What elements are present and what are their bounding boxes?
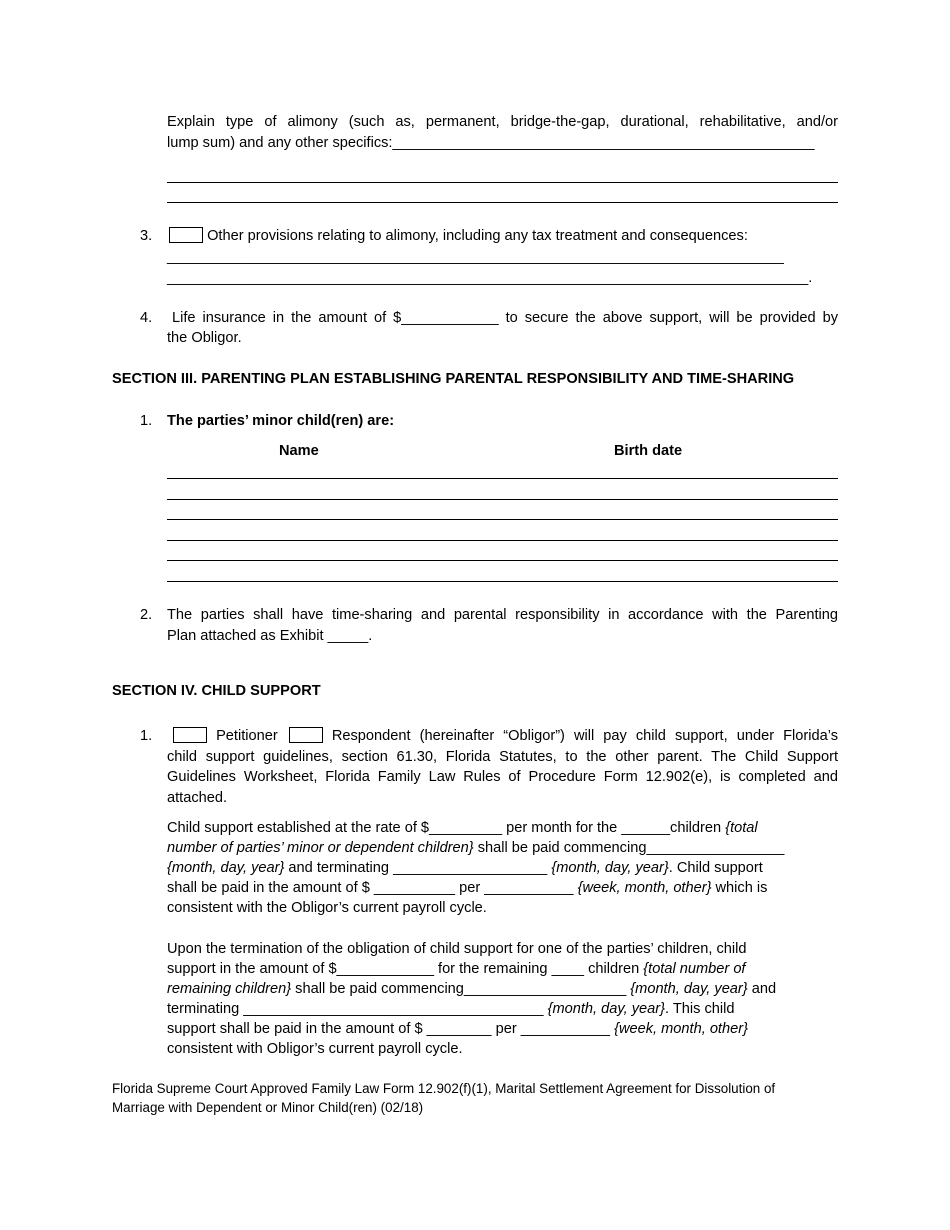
- petitioner-checkbox[interactable]: [173, 727, 207, 743]
- respondent-label: Respondent (hereinafter “Obligor”) will pay child support, under Florida’s: [331, 728, 838, 744]
- termination-line4: [167, 999, 734, 1019]
- item3-text: Other provisions relating to alimony, including any tax treatment and consequences:: [207, 228, 748, 244]
- child-entry-line[interactable]: [167, 478, 838, 479]
- child-entry-line[interactable]: [167, 560, 838, 561]
- footer-line1: Florida Supreme Court Approved Family Law Form 12.902(f)(1), Marital Settlement Agreement for Dissolution of: [112, 1081, 776, 1096]
- section4-item1-line1: [173, 726, 838, 746]
- item3-blank-line-2[interactable]: _______________________________________________________________________________.: [167, 270, 813, 286]
- item3-blank-line-1[interactable]: ____________________________________________________________________________: [167, 249, 784, 265]
- section4-item1-number: 1.: [140, 728, 153, 744]
- petitioner-label: Petitioner: [216, 728, 278, 744]
- section4-p1-line4: attached.: [167, 790, 228, 806]
- section3-item2-line1: The parties shall have time-sharing and parental responsibility in accordance with the Parenting: [167, 607, 838, 623]
- section3-heading: SECTION III. PARENTING PLAN ESTABLISHING PARENTAL RESPONSIBILITY AND TIME-SHARING: [112, 371, 795, 387]
- termination-italic: remaining children}: [167, 981, 292, 997]
- respondent-checkbox[interactable]: [289, 727, 323, 743]
- termination-text: and: [747, 981, 777, 997]
- section3-item1-number: 1.: [140, 413, 153, 429]
- support-rate-italic: number of parties’ minor or dependent children}: [167, 840, 474, 856]
- section4-p1-line3: Guidelines Worksheet, Florida Family Law Rules of Procedure Form 12.902(e), is completed and: [167, 769, 838, 785]
- support-rate-line1: [167, 818, 758, 838]
- item3-number: 3.: [140, 228, 153, 244]
- termination-text: support shall be paid in the amount of $ ________ per ___________: [167, 1021, 615, 1037]
- item4-number: 4.: [140, 310, 153, 326]
- section3-item2-number: 2.: [140, 607, 153, 623]
- support-rate-italic: {week, month, other}: [577, 880, 712, 896]
- support-rate-line3: [167, 858, 763, 878]
- support-rate-italic: {month, day, year}: [551, 860, 669, 876]
- support-rate-text: . Child support: [668, 860, 763, 876]
- item4-line2: the Obligor.: [167, 330, 242, 346]
- support-rate-line5: consistent with the Obligor’s current payroll cycle.: [167, 900, 487, 916]
- support-rate-italic: {month, day, year}: [167, 860, 285, 876]
- alimony-type-line2: lump sum) and any other specifics:____________________________________________________: [167, 135, 815, 151]
- support-rate-text: which is: [711, 880, 768, 896]
- child-entry-line[interactable]: [167, 581, 838, 582]
- column-header-birth-date: Birth date: [614, 443, 683, 459]
- termination-italic: {month, day, year}: [630, 981, 748, 997]
- alimony-blank-line-1[interactable]: [167, 182, 838, 183]
- termination-line5: [167, 1019, 748, 1039]
- child-entry-line[interactable]: [167, 540, 838, 541]
- termination-line2: [167, 959, 746, 979]
- termination-italic: {month, day, year}: [547, 1001, 665, 1017]
- support-rate-text: shall be paid in the amount of $ __________ per ___________: [167, 880, 578, 896]
- support-rate-line2: [167, 838, 784, 858]
- termination-italic: {week, month, other}: [614, 1021, 748, 1037]
- section4-heading: SECTION IV. CHILD SUPPORT: [112, 683, 321, 699]
- termination-line3: [167, 979, 776, 999]
- section3-item2-line2: Plan attached as Exhibit _____.: [167, 628, 373, 644]
- footer-line2: Marriage with Dependent or Minor Child(ren) (02/18): [112, 1100, 424, 1115]
- column-header-name: Name: [279, 443, 319, 459]
- child-entry-line[interactable]: [167, 499, 838, 500]
- support-rate-text: shall be paid commencing_________________: [473, 840, 785, 856]
- termination-text: shall be paid commencing____________________: [291, 981, 631, 997]
- child-entry-line[interactable]: [167, 519, 838, 520]
- support-rate-line4: [167, 878, 767, 898]
- section3-item1-text: The parties’ minor child(ren) are:: [167, 413, 395, 429]
- termination-italic: {total number of: [643, 961, 746, 977]
- support-rate-text: and terminating ___________________: [284, 860, 552, 876]
- termination-text: terminating _____________________________________: [167, 1001, 548, 1017]
- item3-checkbox[interactable]: [169, 227, 203, 243]
- alimony-type-line1: Explain type of alimony (such as, permanent, bridge-the-gap, durational, rehabilitative, and/or: [167, 114, 838, 130]
- termination-line1: Upon the termination of the obligation of child support for one of the parties’ children, child: [167, 941, 747, 957]
- termination-line6: consistent with Obligor’s current payroll cycle.: [167, 1041, 463, 1057]
- item3-row: [169, 226, 748, 246]
- item4-line1: Life insurance in the amount of $____________ to secure the above support, will be provided by: [172, 310, 838, 326]
- section4-p1-line2: child support guidelines, section 61.30, Florida Statutes, to the other parent. The Child Support: [167, 749, 838, 765]
- support-rate-italic: {total: [725, 820, 758, 836]
- alimony-blank-line-2[interactable]: [167, 202, 838, 203]
- termination-text: support in the amount of $____________ for the remaining ____ children: [167, 961, 644, 977]
- termination-text: . This child: [664, 1001, 735, 1017]
- support-rate-text: Child support established at the rate of $_________ per month for the ______children: [167, 820, 726, 836]
